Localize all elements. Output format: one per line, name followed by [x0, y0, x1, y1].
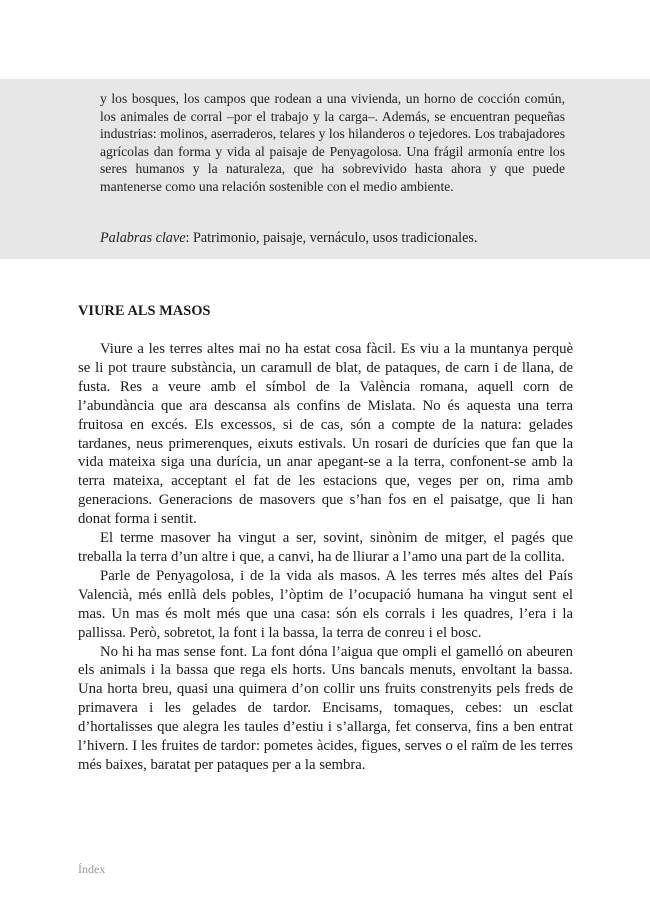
abstract-text [100, 90, 565, 195]
keywords-text: : Patrimonio, paisaje, vernáculo, usos tradicionales. [185, 230, 478, 246]
abstract-paragraph: y los bosques, los campos que rodean a una vivienda, un horno de cocción común, los animales de corral –por el trabajo y la carga–. Además, se encuentran pequeñas industrias: molinos, aserraderos, telares y los hilanderos o tejedores. Los trabajadores agrícolas dan forma y vida al paisaje de Penyagolosa. Una frágil armonía entre los seres humanos y la naturaleza, que ha sobrevivido hasta ahora y que puede mantenerse como una relación sostenible con el medio ambiente. [100, 91, 565, 194]
body-paragraph: Viure a les terres altes mai no ha estat cosa fàcil. Es viu a la muntanya perquè se li pot traure substància, un caramull de blat, de pataques, de carn i de llana, de fusta. Res a veure amb el símbol de la València romana, aquell corn de l’abundància que ara descansa als confins de Mislata. No és aquesta una terra fruitosa en excés. Els excessos, si de cas, són a compte de la natura: gelades tardanes, neus primerenques, eixuts estivals. Un rosari de durícies que fan que la vida mateixa siga una durícia, un anar apegant-se a la terra, confonent-se amb la terra mateixa, acceptant el fat de les estacions que, veges per on, rima amb generacions. Generacions de masovers que s’han fos en el paisatge, que li han donat forma i sentit. [78, 341, 573, 528]
article-body [78, 340, 573, 775]
body-paragraph: Parle de Penyagolosa, i de la vida als masos. A les terres més altes del País Valencià, més enllà dels pobles, l’òptim de l’ocupació humana ha vingut sent el mas. Un mas és molt més que una casa: són els corrals i les quadres, l’era i la pallissa. Però, sobretot, la font i la bassa, la terra de conreu i el bosc. [78, 567, 573, 641]
section-heading: VIURE ALS MASOS [78, 303, 211, 319]
index-link[interactable]: Índex [78, 862, 106, 876]
body-paragraph: El terme masover ha vingut a ser, sovint, sinònim de mitger, el pagés que treballa la terra d’un altre i que, a canvi, ha de lliurar a l’amo una part de la collita. [78, 530, 573, 565]
keywords-line [100, 229, 565, 247]
body-paragraph: No hi ha mas sense font. La font dóna l’aigua que ompli el gamelló on abeuren els animals i la bassa que rega els horts. Uns bancals menuts, envoltant la bassa. Una horta breu, quasi una quimera d’on collir uns fruits constrenyits pels freds de primavera i les gelades de tardor. Encisams, tomaques, cebes: un esclat d’hortalisses que alegra les taules d’estiu i s’allarga, fet conserva, fins a ben entrat l’hivern. I les fruites de tardor: pometes àcides, figues, serves o el raïm de les terres més baixes, baratat per pataques per a la sembra. [78, 643, 573, 773]
keywords-label: Palabras clave [100, 230, 186, 246]
